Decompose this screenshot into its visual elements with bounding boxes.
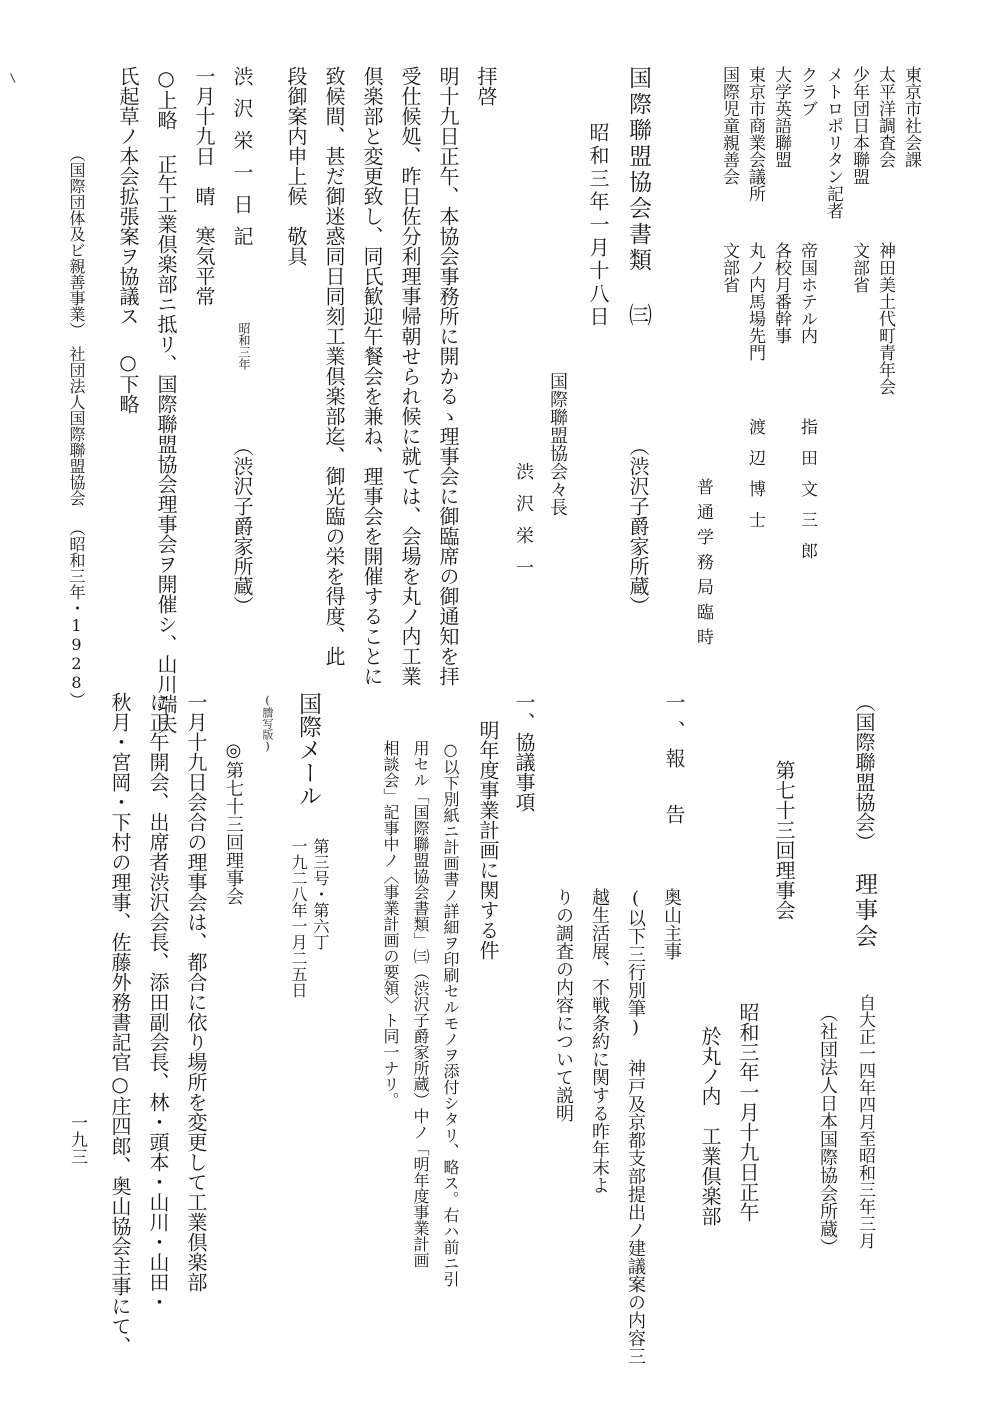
meeting-header-range: 自大正一四年四月至昭和三年三月 — [855, 994, 875, 1249]
report-line-3: 越生活展、不戦条約に関する昨年末よ — [589, 888, 610, 1194]
org-left-2: 太平洋調査会 — [875, 66, 895, 168]
mail-meeting: ◎第七十三回理事会 — [223, 740, 244, 905]
greeting: 拝啓 — [474, 66, 498, 106]
org-right-6: 丸ノ内馬場先門 — [745, 242, 765, 361]
mail-title: 国際メール — [295, 692, 321, 807]
mail-date: 一九二八年一月二五日 — [289, 838, 308, 998]
report-line-1: 奥山主事 — [661, 888, 682, 960]
footer-year: （昭和三年・1928） — [67, 520, 86, 708]
doc-date: 昭和三年一月十八日 — [586, 122, 610, 329]
sender-org: 国際聯盟協会々長 — [547, 372, 568, 516]
margin-mark — [10, 71, 19, 82]
diary-line-2: ○上略 正午工業倶楽部ニ抵リ、国際聯盟協会理事会ヲ開催シ、山川端夫 — [154, 66, 178, 734]
meeting-header-owner: （社団法人日本国際協会所蔵） — [817, 1004, 838, 1256]
mail-edition: (謄写版) — [261, 694, 274, 753]
org-right-2: 文部省 — [849, 242, 869, 293]
org-right-4: 帝国ホテル内 — [797, 242, 817, 344]
footer-category: （国際団体及ビ親善事業） — [67, 146, 86, 338]
meeting-header-title: 理事会 — [851, 872, 877, 950]
meeting-date: 昭和三年一月十九日正午 — [736, 1002, 760, 1222]
agenda-item: 明年度事業計画に関する件 — [476, 720, 500, 960]
org-person-3: 普通学務局臨時 — [693, 478, 713, 653]
report-heading: 一、報 告 — [662, 692, 686, 832]
org-right-1: 神田美土代町青年会 — [875, 242, 895, 395]
org-left-3: 少年団日本聯盟 — [849, 66, 869, 185]
meeting-place: 於丸ノ内 工業倶楽部 — [698, 1026, 722, 1226]
page-number: 一九三 — [67, 1114, 87, 1165]
mail-line-3: 秋月・宮岡・下村の理事、佐藤外務書記官○庄四郎、奥山協会主事にて、 — [108, 692, 132, 1356]
letter-line-1: 明十九日正午、本協会事務所に開かるゝ理事会に御臨席の御通知を拝 — [436, 66, 460, 686]
meeting-number: 第七十三回理事会 — [772, 760, 796, 920]
org-person-1: 指田文三郎 — [797, 418, 817, 573]
org-left-1: 東京市社会課 — [901, 66, 921, 168]
org-left-5: クラブ — [797, 66, 817, 117]
org-right-5: 各校月番幹事 — [771, 242, 791, 344]
footer-publisher: 社団法人国際聯盟協会 — [67, 346, 86, 506]
mail-line-1: 一月十九日会合の理事会は、都合に依り場所を変更して工業倶楽部 — [184, 692, 208, 1292]
diary-line-1: 一月十九日 晴 寒気平常 — [192, 66, 216, 306]
org-right-7: 文部省 — [719, 242, 739, 293]
letter-line-3: 倶楽部と変更致し、同氏歓迎午餐会を兼ね、理事会を開催することに — [360, 66, 384, 686]
diary-line-3: 氏起草ノ本会拡張案ヲ協議ス ○下略 — [116, 66, 140, 414]
org-left-8: 国際児童親善会 — [719, 66, 739, 185]
org-left-7: 東京市商業会議所 — [745, 66, 765, 202]
mail-line-2: に正午開会、出席者渋沢会長、添田副会長、林・頭本・山川・山田・ — [146, 692, 170, 1312]
agenda-heading: 一、協議事項 — [512, 692, 536, 812]
letter-line-2: 受仕候処、昨日佐分利理事帰朝せられ候に就ては、会場を丸ノ内工業 — [398, 66, 422, 686]
doc-title: 国際聯盟協会書類 ㈢ — [625, 66, 651, 329]
report-line-4: りの調査の内容について説明 — [553, 888, 574, 1122]
mail-issue: 第三号・第六丁 — [311, 838, 330, 950]
diary-source: （渋沢子爵家所蔵） — [230, 436, 254, 616]
sender-name: 渋沢栄一 — [513, 462, 534, 590]
diary-year: 昭和三年 — [237, 322, 251, 370]
meeting-header-source: （国際聯盟協会） — [852, 692, 876, 852]
agenda-note-3: 相談会」記事中ノ〈事業計画の要領〉ト同一ナリ。 — [381, 740, 400, 1108]
letter-line-4: 致候間、甚だ御迷惑同日同刻工業倶楽部迄、御光臨の栄を得度、此 — [322, 66, 346, 666]
agenda-note-2: 用セル「国際聯盟協会書類」㈢（渋沢子爵家所蔵）中ノ「明年度事業計画 — [411, 740, 430, 1268]
agenda-note-1: ○以下別紙ニ計画書ノ詳細ヲ印刷セルモノヲ添付シタリ、略ス。右ハ前ニ引 — [441, 740, 460, 1287]
org-left-6: 大学英語聯盟 — [771, 66, 791, 168]
org-left-4: メトロポリタン記者 — [823, 66, 843, 219]
letter-line-5: 段御案内申上候 敬具 — [284, 66, 308, 266]
org-person-2: 渡辺博士 — [745, 418, 765, 542]
diary-title: 渋沢栄一日記 — [230, 66, 254, 258]
doc-source: （渋沢子爵家所蔵） — [626, 436, 650, 616]
report-line-2: (以下三行別筆) 神戸及京都支部提出ノ建議案の内容三 — [625, 888, 646, 1365]
